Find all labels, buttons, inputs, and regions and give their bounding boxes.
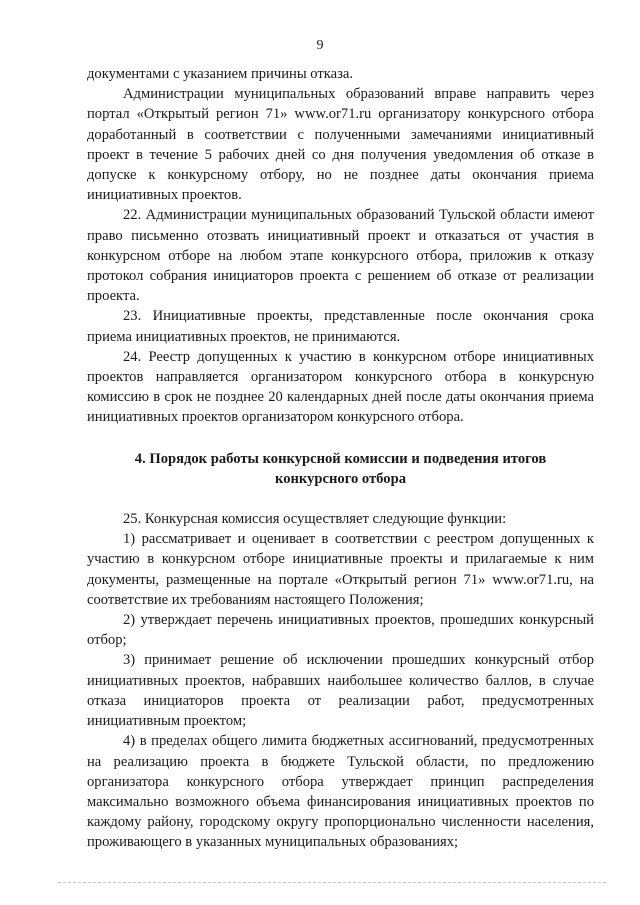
paragraph-22: 22. Администрации муниципальных образований Тульской области имеют право письменно отозвать инициативный проект и отказаться от участия в конкурсном отборе на любом этапе конкурсного отбора, приложив к отказу протокол собрания инициаторов проекта с решением об отказе от реализации проекта. — [87, 207, 594, 305]
list-item-1: 1) рассматривает и оценивает в соответствии с реестром допущенных к участию в конкурсном отборе инициативные проекты и прилагаемые к ним документы, размещенные на портале «Открытый регион 71» www.or71.ru, на соответствие их требованиям настоящего Положения; — [87, 531, 594, 608]
bottom-scan-line — [58, 882, 606, 883]
section-spacer — [87, 489, 594, 509]
list-item-4: 4) в пределах общего лимита бюджетных ассигнований, предусмотренных на реализацию проекта в бюджете Тульской области, по предложению организатора конкурсного отбора утверждает принцип распределения максимально возможного объема финансирования инициативных проектов по каждому району, городскому округу пропорционально численности населения, проживающего в указанных муниципальных образованиях; — [87, 733, 594, 851]
paragraph-continuation: документами с указанием причины отказа. — [87, 66, 354, 82]
list-item-2: 2) утверждает перечень инициативных проектов, прошедших конкурсный отбор; — [87, 612, 594, 649]
document-body — [87, 64, 594, 853]
list-item-3: 3) принимает решение об исключении прошедших конкурсный отбор инициативных проектов, набравших наибольшее количество баллов, в случае отказа инициаторов проекта от реализации работ, предусмотренных инициативным проектом; — [87, 652, 594, 730]
page-number: 9 — [316, 38, 324, 53]
section-4-heading: 4. Порядок работы конкурсной комиссии и подведения итогов конкурсного отбора — [134, 450, 547, 487]
paragraph-23: 23. Инициативные проекты, представленные после окончания срока приема инициативных проектов, не принимаются. — [87, 308, 594, 345]
paragraph-admin-resubmit: Администрации муниципальных образований вправе направить через портал «Открытый регион 71» www.or71.ru организатору конкурсного отбора доработанный в соответствии с полученными замечаниями инициативный проект в течение 5 рабочих дней со дня получения уведомления об отказе в допуске к конкурсному отбору, но не позднее даты окончания приема инициативных проектов. — [87, 86, 594, 204]
paragraph-25: 25. Конкурсная комиссия осуществляет следующие функции: — [123, 511, 507, 528]
paragraph-24: 24. Реестр допущенных к участию в конкурсном отборе инициативных проектов направляется организатором конкурсного отбора в конкурсную комиссию в срок не позднее 20 календарных дней после даты окончания приема инициативных проектов организатором конкурсного отбора. — [87, 348, 594, 426]
